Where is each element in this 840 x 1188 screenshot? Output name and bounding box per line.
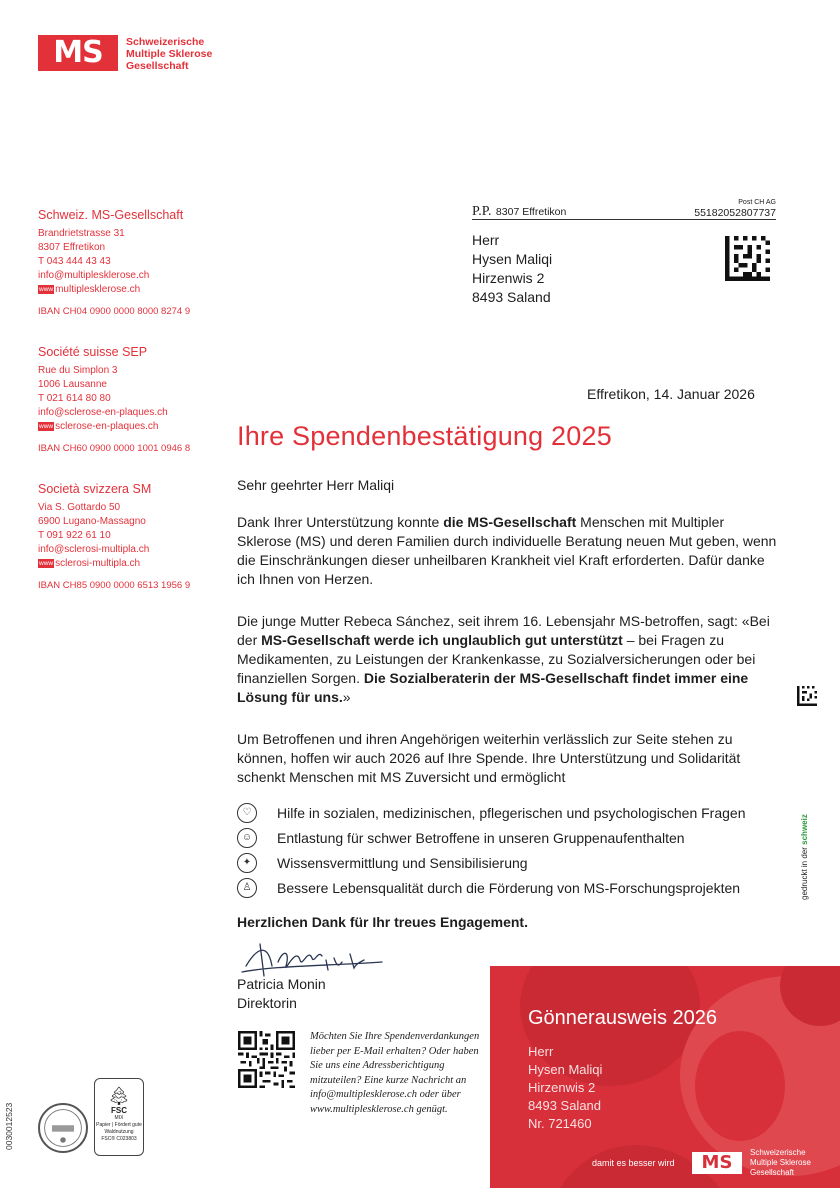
card-ms-logo: MS [692,1152,742,1174]
www-icon: www [39,423,54,430]
paragraph-1: Dank Ihrer Unterstützung konnte die MS-Gesellschaft Menschen mit Multipler Sklerose (MS) und deren Familien durch individuelle Beratung neuen Mut geben, wenn die Einschränkungen dieser unheilbaren Krankheit viel Kraft erforderten. Dafür danke ich Ihnen von Herzen. [237,514,777,587]
web-link[interactable]: www multiplesklerose.ch [39,284,141,295]
printed-in-switzerland: gedruckt in der schweiz [800,814,809,900]
contact-block-de: Schweiz. MS-Gesellschaft Brandrietstrasse 31 8307 Effretikon T 043 444 43 43 info@multiplesklerose.ch www multiplesklerose.ch IBAN CH04 0900 0000 8000 8274 9 [38,207,218,318]
document-number: 0030012523 [4,1102,14,1150]
benefits-list [237,800,797,900]
donor-card [490,966,840,1188]
group-icon: ☺ [237,828,257,848]
email-link[interactable]: info@sclerose-en-plaques.ch [38,407,168,418]
logo-text: Schweizerische Multiple Sklerose Gesellschaft [126,36,213,72]
closing-line: Herzlichen Dank für Ihr treues Engagement. [237,914,528,930]
signature-image [238,936,388,980]
contact-block-fr: Société suisse SEP Rue du Simplon 3 1006 Lausanne T 021 614 80 80 info@sclerose-en-plaques.ch www sclerose-en-plaques.ch IBAN CH60 0900 0000 1001 0946 8 [38,344,218,455]
fsc-logo: 🌲︎ FSC MIX Papier | Fördert gute Waldnutzung FSC® C023803 [94,1078,144,1156]
signer-name: Patricia Monin [237,976,326,992]
tree-icon: 🌲︎ [107,1086,131,1106]
www-icon: www [39,286,54,293]
pp-header: P.P. 8307 Effretikon Post CH AG 55182052807737 [472,199,776,219]
flask-icon: ♙ [237,878,257,898]
sidebar-contacts [38,207,218,618]
list-item: ♙ Bessere Lebensqualität durch die Förderung von MS-Forschungsprojekten [237,875,797,900]
paragraph-3: Um Betroffenen und ihren Angehörigen weiterhin verlässlich zur Seite stehen zu können, hoffen wir auch 2026 auf Ihre Spende. Ihre Unterstützung und Solidarität schenkt Menschen mit MS Zuversicht und ermöglicht [237,731,741,785]
list-item: ☺ Entlastung für schwer Betroffene in unseren Gruppenaufenthalten [237,825,797,850]
signer-role: Direktorin [237,995,297,1011]
datamatrix-code [725,236,770,281]
list-item: ✦ Wissensvermittlung und Sensibilisierung [237,850,797,875]
lightbulb-icon: ✦ [237,853,257,873]
heart-icon: ♡ [237,803,257,823]
letter-headline: Ihre Spendenbestätigung 2025 [237,421,612,451]
letter-date: Effretikon, 14. Januar 2026 [587,386,755,402]
certification-seal-icon [38,1103,88,1153]
contact-block-it: Società svizzera SM Via S. Gottardo 50 6900 Lugano-Massagno T 091 922 61 10 info@sclerosi-multipla.ch www sclerosi-multipla.ch IBAN CH85 0900 0000 6513 1956 9 [38,481,218,592]
email-link[interactable]: info@multiplesklerose.ch [38,270,150,281]
web-link[interactable]: www sclerose-en-plaques.ch [39,421,159,432]
ms-logo: MS [38,35,118,71]
paragraph-2: Die junge Mutter Rebeca Sánchez, seit ihrem 16. Lebensjahr MS-betroffen, sagt: «Bei der MS-Gesellschaft werde ich unglaublich gut unterstützt – bei Fragen zu Medikamenten, zu Leistungen der Krankenkasse, zu Sozialversicherungen oder bei finanziellen Sorgen. Die Sozialberaterin der MS-Gesellschaft findet immer eine Lösung für uns.» [237,613,770,705]
post-number: 55182052807737 [694,207,776,219]
side-datamatrix [797,686,817,706]
post-label: Post CH AG [738,199,776,206]
qr-code[interactable] [238,1031,295,1088]
email-link[interactable]: info@sclerosi-multipla.ch [38,544,150,555]
web-link[interactable]: www sclerosi-multipla.ch [39,558,141,569]
card-logo-text: Schweizerische Multiple Sklerose Gesellschaft [750,1148,811,1177]
card-title: Gönnerausweis 2026 [528,1007,718,1029]
signer-block [237,975,326,1013]
list-item: ♡ Hilfe in sozialen, medizinischen, pflegerischen und psychologischen Fragen [237,800,797,825]
www-icon: www [39,560,54,567]
recipient-address: Herr Hysen Maliqi Hirzenwis 2 8493 Saland [472,232,553,305]
card-address: Herr Hysen Maliqi Hirzenwis 2 8493 Saland Nr. 721460 [528,1044,603,1131]
card-slogan: damit es besser wird [592,1158,675,1168]
salutation: Sehr geehrter Herr Maliqi [237,477,395,493]
contact-note: Möchten Sie Ihre Spendenverdankungen lieber per E-Mail erhalten? Oder haben Sie uns eine Adressberichtigung mitzuteilen? Eine kurze Nachricht an info@multiplesklerose.ch oder über www.multiplesklerose.ch genügt. [310,1031,480,1115]
